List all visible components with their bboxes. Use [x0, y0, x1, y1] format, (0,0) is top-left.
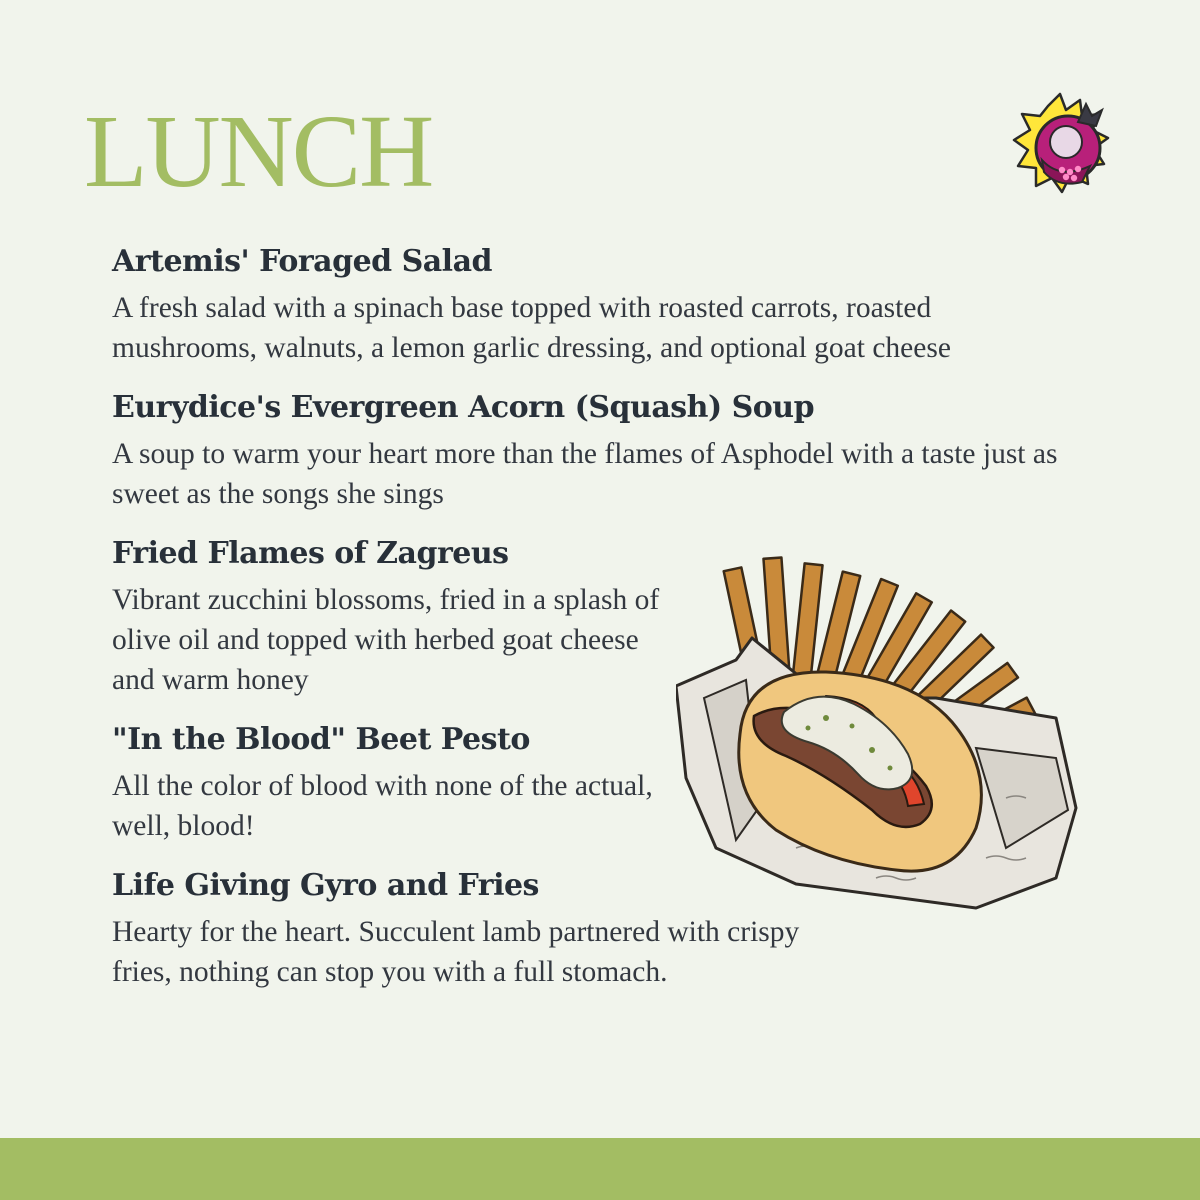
- menu-item-description: Vibrant zucchini blossoms, fried in a splash of olive oil and topped with herbed goat cheese and warm honey: [112, 584, 660, 696]
- menu-item-description: A fresh salad with a spinach base topped with roasted carrots, roasted mushrooms, walnuts, a lemon garlic dressing, and optional goat cheese: [112, 292, 951, 364]
- menu-item-description: Hearty for the heart. Succulent lamb partnered with crispy fries, nothing can stop you with a full stomach.: [112, 916, 800, 988]
- menu-item-name: Fried Flames of Zagreus: [112, 536, 509, 571]
- pomegranate-logo-icon: [1008, 86, 1120, 198]
- gyro-and-fries-illustration: [676, 548, 1096, 920]
- footer-bar: [0, 1138, 1200, 1200]
- menu-item-name: "In the Blood" Beet Pesto: [112, 722, 530, 757]
- menu-item: [112, 382, 1072, 514]
- menu-item-description: A soup to warm your heart more than the flames of Asphodel with a taste just as sweet as the songs she sings: [112, 438, 1058, 510]
- menu-item-name: Eurydice's Evergreen Acorn (Squash) Soup: [112, 390, 815, 425]
- menu-item-name: Life Giving Gyro and Fries: [112, 868, 539, 903]
- menu-item: [112, 236, 1072, 368]
- menu-item-name: Artemis' Foraged Salad: [112, 244, 492, 279]
- page-title: LUNCH: [84, 94, 433, 209]
- menu-item-description: All the color of blood with none of the actual, well, blood!: [112, 770, 653, 842]
